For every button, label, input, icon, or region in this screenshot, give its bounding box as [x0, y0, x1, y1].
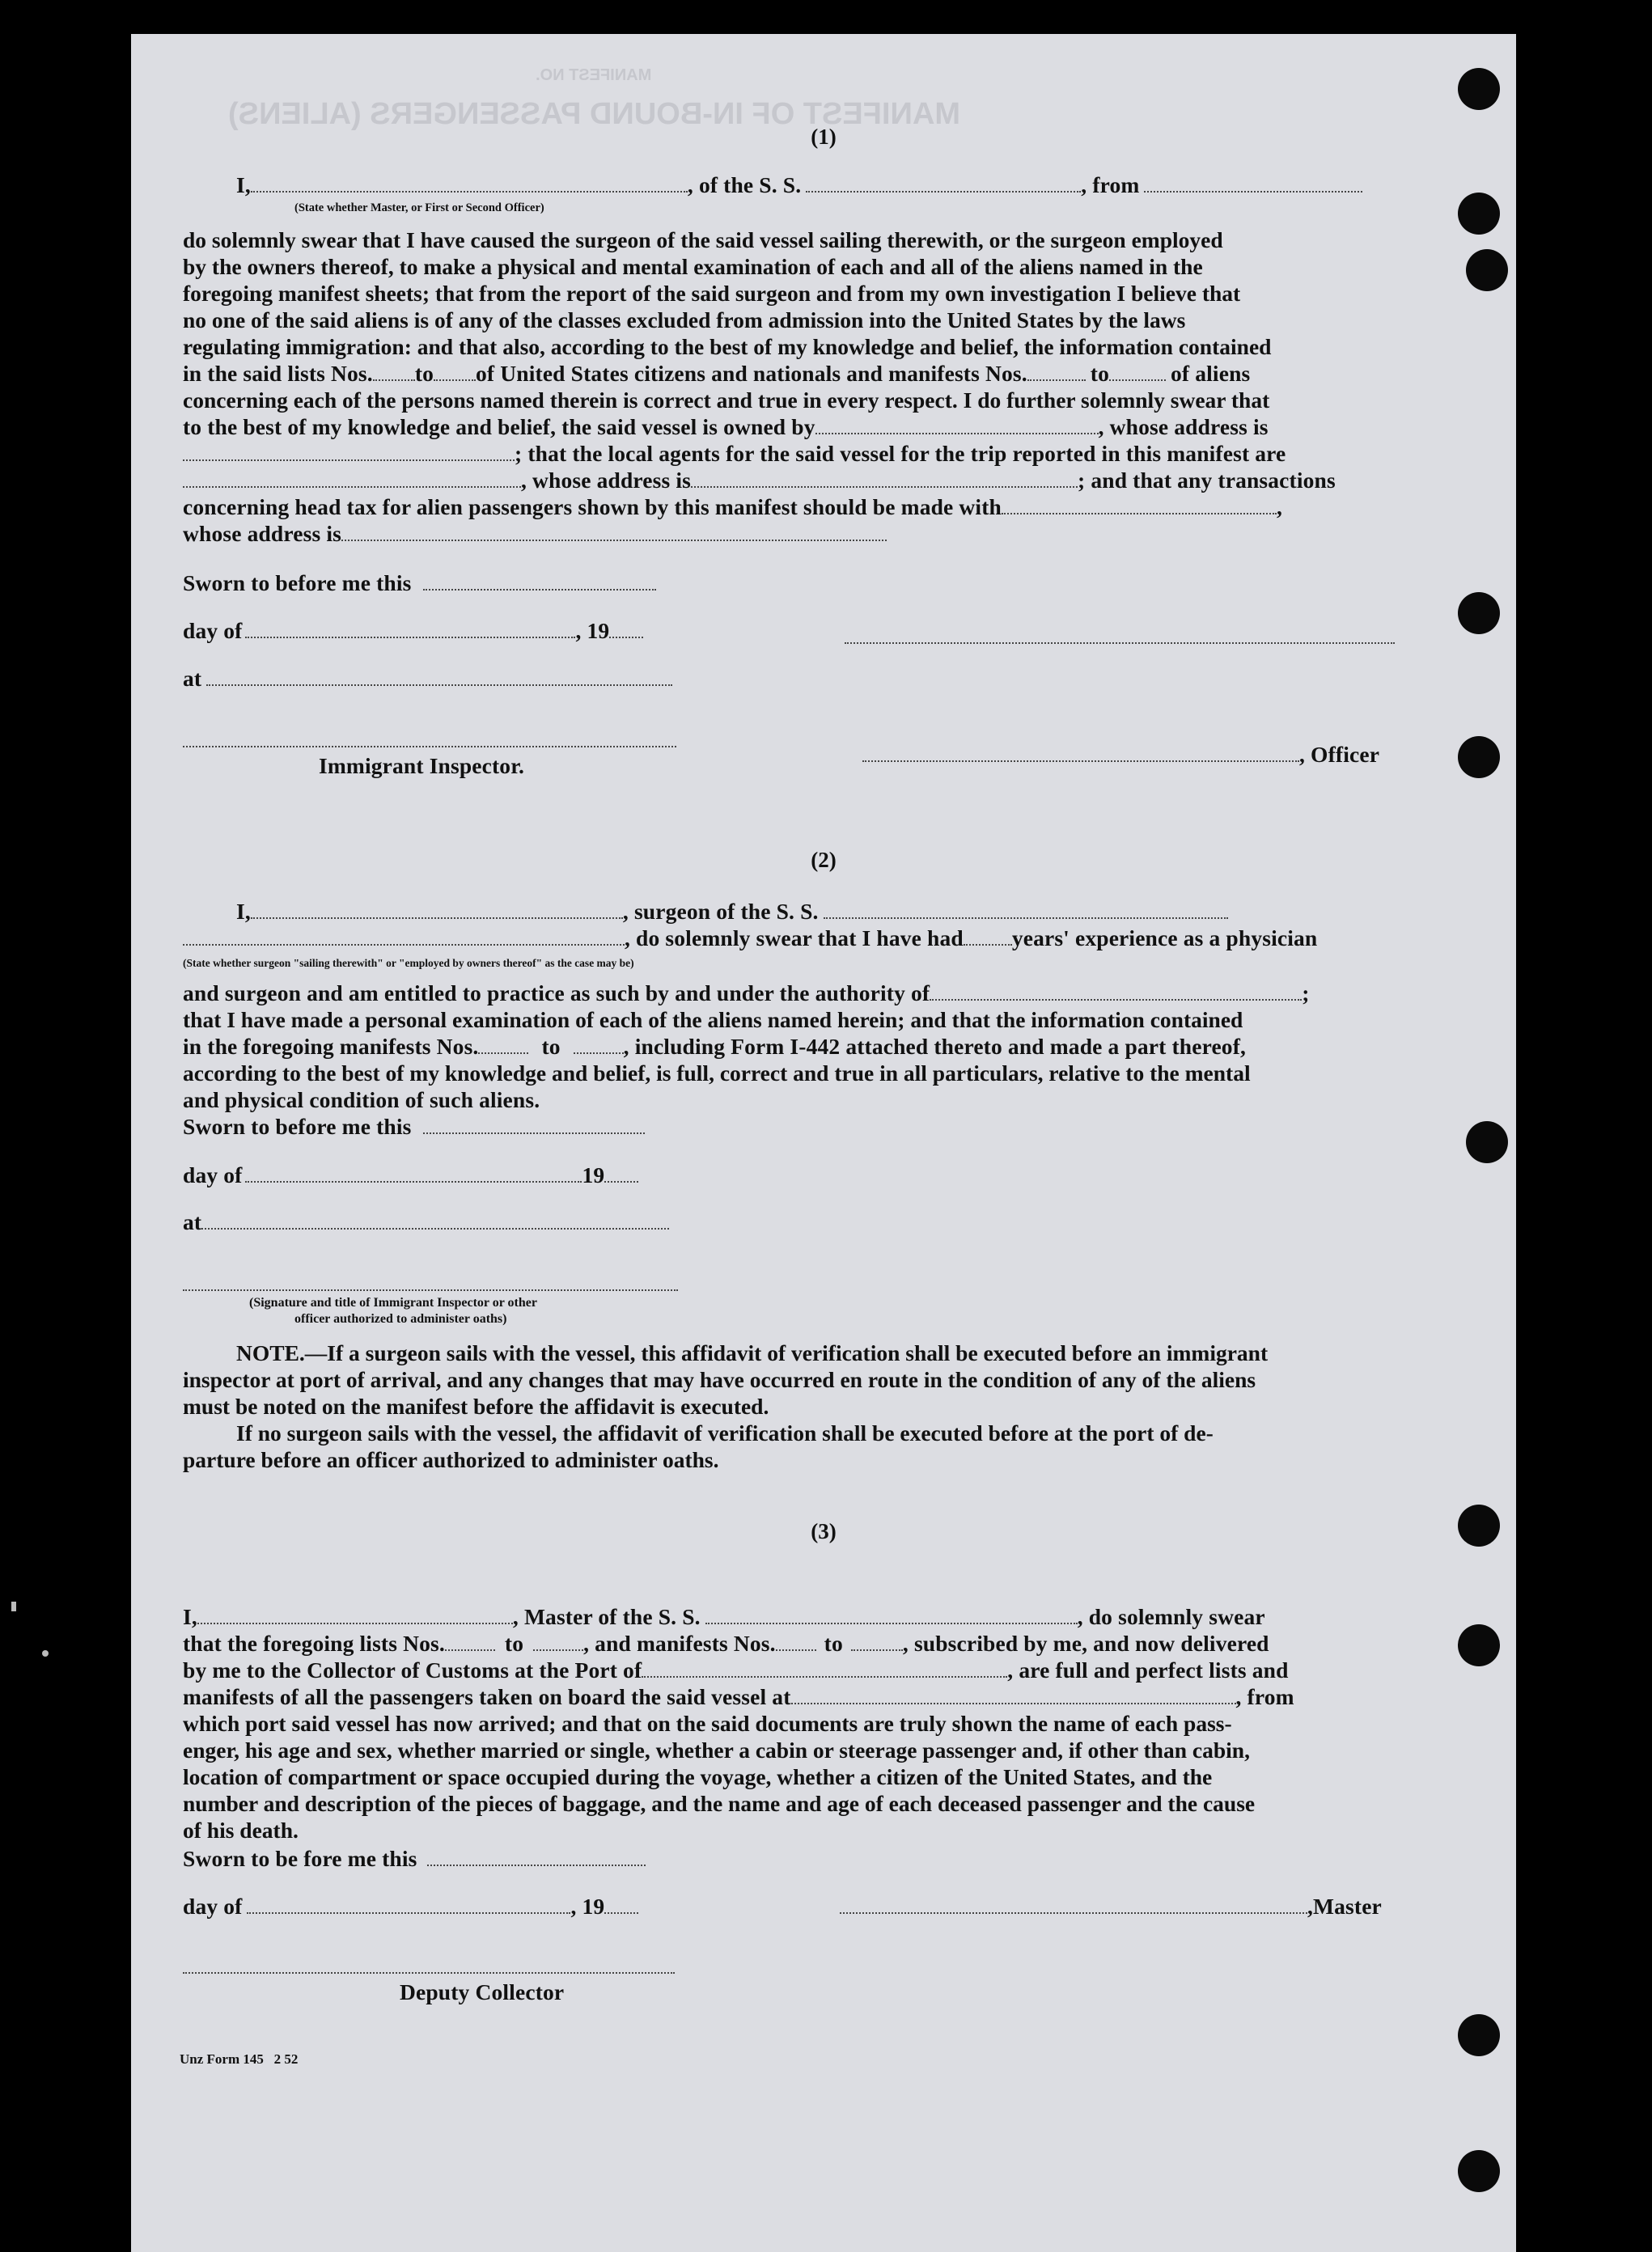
surgeon-line: I, , surgeon of the S. S. — [236, 898, 1228, 925]
officer-caption: (State whether Master, or First or Second Officer) — [294, 201, 544, 214]
body-line: foregoing manifest sheets; that from the report of the said surgeon and from my own investigation I believe that — [183, 281, 1241, 306]
punch-hole — [1458, 2014, 1500, 2056]
scan-mark — [11, 1602, 16, 1611]
port-line: by me to the Collector of Customs at the Port of , are full and perfect lists and — [183, 1657, 1289, 1683]
lists-line: in the said lists Nos. to of United States citizens and nationals and manifests Nos. to of aliens — [183, 361, 1251, 386]
body-line: according to the best of my knowledge and belief, is full, correct and true in all particulars, relative to the mental — [183, 1060, 1251, 1086]
section-number: (1) — [811, 125, 837, 149]
punch-hole — [1458, 193, 1500, 235]
body-line: by the owners thereof, to make a physical and mental examination of each and all of the aliens named in the — [183, 254, 1203, 279]
address-line: whose address is — [183, 520, 887, 547]
body-line: and physical condition of such aliens. — [183, 1087, 540, 1112]
note-paragraph — [183, 1340, 1393, 1473]
signature-caption: (Signature and title of Immigrant Inspector or other — [249, 1296, 537, 1310]
day-of-line: day of 19 — [183, 1162, 638, 1188]
body-line: location of compartment or space occupied during the voyage, whether a citizen of the United States, and the — [183, 1764, 1213, 1789]
master-signature-line: ,Master — [840, 1893, 1382, 1920]
signature-caption: officer authorized to administer oaths) — [294, 1312, 507, 1326]
signature-line — [845, 642, 1395, 644]
immigrant-inspector-label: Immigrant Inspector. — [319, 753, 525, 778]
bleed-through-heading: MANIFEST OF IN-BOUND PASSENGERS (ALIENS) — [228, 97, 960, 131]
note-line: must be noted on the manifest before the affidavit is executed. — [183, 1394, 769, 1419]
note-line: NOTE.—If a surgeon sails with the vessel, this affidavit of verification shall be executed before an immigrant — [236, 1340, 1269, 1365]
sworn-line: Sworn to be fore me this — [183, 1845, 646, 1872]
master-line: I, , Master of the S. S. , do solemnly swear — [183, 1604, 1265, 1629]
punch-hole — [1458, 736, 1500, 778]
section-number: (3) — [811, 1519, 837, 1543]
experience-line: , do solemnly swear that I have had years' experience as a physician — [183, 925, 1317, 951]
body-line: which port said vessel has now arrived; and that on the said documents are truly shown the name of each pass- — [183, 1711, 1232, 1736]
signature-line — [183, 1972, 675, 1974]
at-line: at — [183, 665, 672, 692]
at-line: at — [183, 1209, 669, 1235]
scan-mark — [42, 1650, 49, 1657]
manifests-line: in the foregoing manifests Nos. to , including Form I-442 attached thereto and made a part thereof, — [183, 1034, 1247, 1059]
punch-hole — [1458, 2150, 1500, 2192]
section-number: (2) — [811, 848, 837, 872]
punch-hole — [1458, 68, 1500, 110]
punch-hole — [1466, 249, 1508, 291]
bleed-through-label: MANIFEST NO. — [536, 66, 652, 84]
form-identifier: Unz Form 145 2 52 — [180, 2051, 299, 2067]
punch-hole — [1458, 1624, 1500, 1666]
body-line: do solemnly swear that I have caused the surgeon of the said vessel sailing therewith, or the surgeon employed — [183, 227, 1223, 252]
body-line: of his death. — [183, 1818, 299, 1843]
body-line: no one of the said aliens is of any of the classes excluded from admission into the United States by the laws — [183, 307, 1186, 332]
signature-line — [183, 1289, 678, 1291]
body-line: enger, his age and sex, whether married or single, whether a cabin or steerage passenger and, if other than cabin, — [183, 1738, 1250, 1763]
officer-line: , Officer — [862, 741, 1379, 768]
sworn-line: Sworn to before me this — [183, 1113, 645, 1140]
note-line: If no surgeon sails with the vessel, the affidavit of verification shall be executed before at the port of de- — [236, 1420, 1214, 1446]
deputy-collector-label: Deputy Collector — [400, 1979, 565, 2004]
head-tax-line: concerning head tax for alien passengers shown by this manifest should be made with , — [183, 494, 1283, 519]
authority-line: and surgeon and am entitled to practice as such by and under the authority of ; — [183, 980, 1310, 1005]
punch-hole — [1458, 592, 1500, 634]
lists-line: that the foregoing lists Nos. to , and manifests Nos. to , subscribed by me, and now delivered — [183, 1631, 1269, 1656]
punch-hole — [1466, 1121, 1508, 1163]
agents-line: ; that the local agents for the said vessel for the trip reported in this manifest are — [183, 440, 1286, 467]
oath-body — [183, 1710, 1393, 1844]
document-page — [131, 34, 1516, 2252]
oath-line: I, , of the S. S. , from — [236, 171, 1362, 198]
body-line: number and description of the pieces of baggage, and the name and age of each deceased passenger and the cause — [183, 1791, 1256, 1816]
agents-address-line: , whose address is ; and that any transactions — [183, 467, 1336, 493]
day-of-line: day of , 19 — [183, 617, 643, 644]
note-line: inspector at port of arrival, and any changes that may have occurred en route in the condition of any of the aliens — [183, 1367, 1256, 1392]
owner-line: to the best of my knowledge and belief, the said vessel is owned by , whose address is — [183, 414, 1269, 439]
body-line: that I have made a personal examination of each of the aliens named herein; and that the information contained — [183, 1007, 1243, 1032]
taken-on-board-line: manifests of all the passengers taken on board the said vessel at , from — [183, 1684, 1294, 1709]
oath-body — [183, 226, 1393, 360]
signature-line — [183, 746, 676, 747]
body-line: regulating immigration: and that also, according to the best of my knowledge and belief, the information contained — [183, 334, 1272, 359]
body-line: concerning each of the persons named therein is correct and true in every respect. I do further solemnly swear that — [183, 387, 1270, 413]
day-of-line: day of , 19 — [183, 1893, 638, 1920]
surgeon-caption: (State whether surgeon "sailing therewith" or "employed by owners thereof" as the case may be) — [183, 957, 634, 969]
note-line: parture before an officer authorized to administer oaths. — [183, 1447, 719, 1472]
sworn-line: Sworn to before me this — [183, 569, 656, 596]
